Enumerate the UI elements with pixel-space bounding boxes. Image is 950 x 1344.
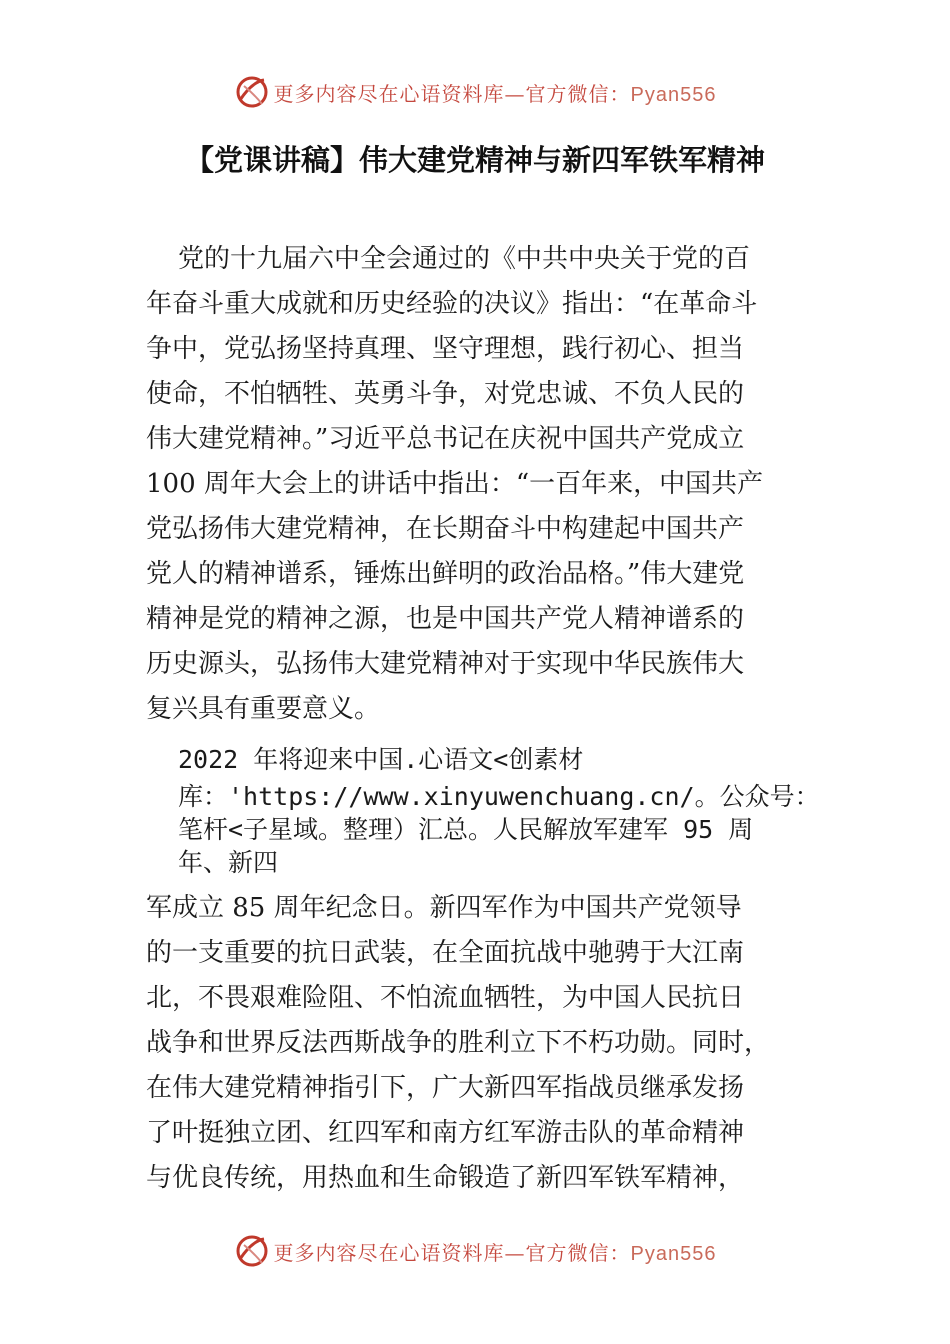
wechat-id: Pyan556 xyxy=(630,1242,717,1265)
inserted-line: 笔杆<子星域。整理）汇总。人民解放军建军 95 周 xyxy=(178,815,754,844)
paragraph-line: 北，不畏艰难险阻、不怕流血牺牲，为中国人民抗日 xyxy=(146,983,745,1013)
paragraph-line: 战争和世界反法西斯战争的胜利立下不朽功勋。同时， xyxy=(146,1028,771,1058)
wechat-id: Pyan556 xyxy=(630,83,717,106)
paragraph-line: 精神是党的精神之源，也是中国共产党人精神谱系的 xyxy=(146,604,745,634)
paragraph-line: 了叶挺独立团、红四军和南方红军游击队的革命精神 xyxy=(146,1118,745,1148)
paragraph-line: 的一支重要的抗日武装，在全面抗战中驰骋于大江南 xyxy=(146,938,745,968)
paragraph-line: 年奋斗重大成就和历史经验的决议》指出：“在革命斗 xyxy=(146,289,758,319)
paragraph-line: 党人的精神谱系，锤炼出鲜明的政治品格。”伟大建党 xyxy=(146,559,745,589)
banner-text xyxy=(274,78,717,107)
paragraph-line: 在伟大建党精神指引下，广大新四军指战员继承发扬 xyxy=(146,1073,745,1103)
footer-banner xyxy=(0,1231,950,1271)
banner-text xyxy=(274,1237,717,1266)
paragraph-line: 与优良传统，用热血和生命锻造了新四军铁军精神， xyxy=(146,1163,745,1193)
paragraph-line: 历史源头，弘扬伟大建党精神对于实现中华民族伟大 xyxy=(146,649,745,679)
inserted-line: 库：'https://www.xinyuwenchuang.cn/。公众号： xyxy=(178,782,820,811)
paragraph-line: 伟大建党精神。”习近平总书记在庆祝中国共产党成立 xyxy=(146,424,745,454)
paragraph-line: 军成立 85 周年纪念日。新四军作为中国共产党领导 xyxy=(146,893,742,923)
paragraph-line: 党的十九届六中全会通过的《中共中央关于党的百 xyxy=(178,244,751,274)
inserted-line: 年、新四 xyxy=(178,848,279,877)
paragraph-line: 100 周年大会上的讲话中指出：“一百年来，中国共产 xyxy=(146,469,764,499)
paragraph-line: 党弘扬伟大建党精神，在长期奋斗中构建起中国共产 xyxy=(146,514,745,544)
banner-label: 更多内容尽在心语资料库—官方微信： xyxy=(273,1240,631,1265)
logo-icon xyxy=(234,74,270,110)
inserted-line: 2022 年将迎来中国.心语文<创素材 xyxy=(178,745,584,774)
paragraph-line: 复兴具有重要意义。 xyxy=(146,694,381,724)
paragraph-line: 使命，不怕牺牲、英勇斗争，对党忠诚、不负人民的 xyxy=(146,379,745,409)
logo-icon xyxy=(234,1233,270,1269)
header-banner xyxy=(0,72,950,112)
banner-label: 更多内容尽在心语资料库—官方微信： xyxy=(273,81,631,106)
paragraph-line: 争中，党弘扬坚持真理、坚守理想，践行初心、担当 xyxy=(146,334,745,364)
page-title: 【党课讲稿】伟大建党精神与新四军铁军精神 xyxy=(184,143,765,177)
